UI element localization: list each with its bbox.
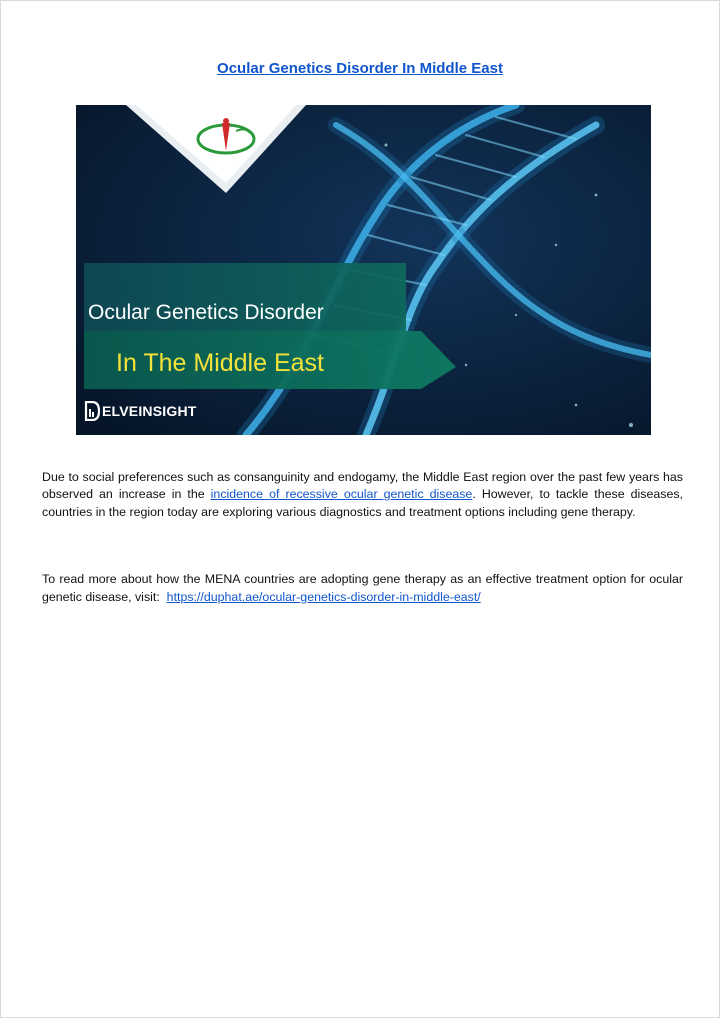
hero-image [76, 105, 651, 435]
hero-artwork [76, 105, 651, 435]
paragraph-1 [42, 469, 683, 521]
paragraph-2 [42, 554, 687, 606]
hero-title-line-1: Ocular Genetics Disorder [88, 301, 324, 324]
incidence-link[interactable]: incidence of recessive ocular genetic disease [210, 487, 473, 502]
hero-title-line-2: In The Middle East [116, 349, 324, 377]
document-title[interactable]: Ocular Genetics Disorder In Middle East [217, 60, 503, 77]
delveinsight-logo [84, 401, 197, 421]
paragraph-1-text-end: . However, to tackle these diseases, countries in the region today are exploring various diagnostics and treatment options including gene therapy. [42, 487, 683, 519]
delveinsight-logo-icon [84, 401, 100, 421]
paragraph-1-text: Due to social preferences such as consanguinity and endogamy, the Middle East region over the past few years has observed an increase in the [42, 470, 683, 502]
paragraph-2-text: To read more about how the MENA countries are adopting gene therapy as an effective treatment option for ocular genetic disease, visit: [42, 572, 687, 604]
duphat-link[interactable]: https://duphat.ae/ocular-genetics-disorder-in-middle-east/ [166, 589, 481, 604]
delveinsight-logo-text: ELVEINSIGHT [102, 403, 197, 419]
